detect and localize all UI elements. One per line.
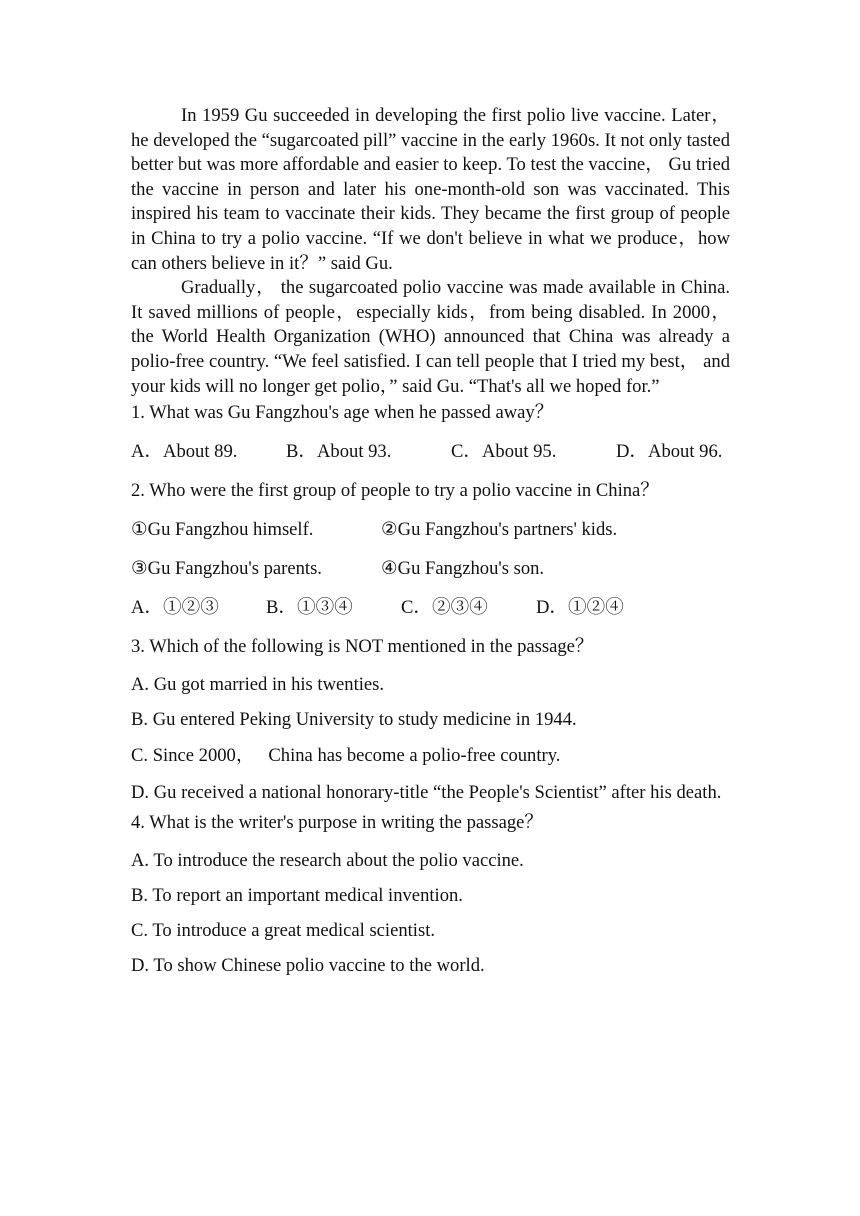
question-2-statement-2: ②Gu Fangzhou's partners' kids.	[381, 519, 618, 541]
question-1-option-d: D．About 96.	[616, 441, 723, 463]
question-3-option-a: A. Gu got married in his twenties.	[131, 674, 385, 696]
document-content	[131, 104, 730, 978]
question-2-option-b: B．①③④	[266, 597, 353, 619]
passage-paragraph-2: Gradually， the sugarcoated polio vaccine was made available in China. It saved millions of people，especially kids，from being disabled. In 2000， the World Health Organization (WHO) announced that China was already a polio-free country. “We feel satisfied. I can tell people that I tried my best， and your kids will no longer get polio，” said Gu. “That's all we hoped for.”	[131, 277, 730, 397]
passage-paragraph-1: In 1959 Gu succeeded in developing the first polio live vaccine. Later， he developed the “sugarcoated pill” vaccine in the early 1960s. It not only tasted better but was more affordable and easier to keep. To test the vaccine， Gu tried the vaccine in person and later his one-month-old son was vaccinated. This inspired his team to vaccinate their kids. They became the first group of people in China to try a polio vaccine. “If we don't believe in what we produce，how can others believe in it？” said Gu.	[131, 105, 730, 274]
question-2-option-c: C．②③④	[401, 597, 488, 619]
question-2-statement-1: ①Gu Fangzhou himself.	[131, 519, 314, 541]
question-2-option-d: D．①②④	[536, 597, 624, 619]
question-2-statements	[131, 518, 730, 581]
question-1-stem: 1. What was Gu Fangzhou's age when he passed away？	[131, 402, 554, 424]
question-3-option-d: D. Gu received a national honorary-title “the People's Scientist” after his death.	[131, 782, 722, 804]
question-4-option-b: B. To report an important medical invention.	[131, 885, 463, 907]
question-2-statement-3: ③Gu Fangzhou's parents.	[131, 558, 322, 580]
question-2-stem: 2. Who were the first group of people to try a polio vaccine in China？	[131, 480, 659, 502]
question-1-option-b: B．About 93.	[286, 441, 392, 463]
question-3-option-b: B. Gu entered Peking University to study medicine in 1944.	[131, 709, 577, 731]
question-3-stem: 3. Which of the following is NOT mentioned in the passage？	[131, 636, 594, 658]
question-2-option-a: A．①②③	[131, 597, 219, 619]
question-1-option-a: A．About 89.	[131, 441, 238, 463]
question-4-option-d: D. To show Chinese polio vaccine to the world.	[131, 955, 485, 977]
question-1-option-c: C．About 95.	[451, 441, 557, 463]
question-2-options	[131, 596, 730, 620]
question-4-option-a: A. To introduce the research about the polio vaccine.	[131, 850, 524, 872]
question-2-statement-4: ④Gu Fangzhou's son.	[381, 558, 545, 580]
question-4-stem: 4. What is the writer's purpose in writing the passage？	[131, 812, 543, 834]
question-1-options	[131, 440, 730, 464]
question-3-option-c: C. Since 2000， China has become a polio-free country.	[131, 745, 561, 767]
question-4-option-c: C. To introduce a great medical scientist.	[131, 920, 436, 942]
